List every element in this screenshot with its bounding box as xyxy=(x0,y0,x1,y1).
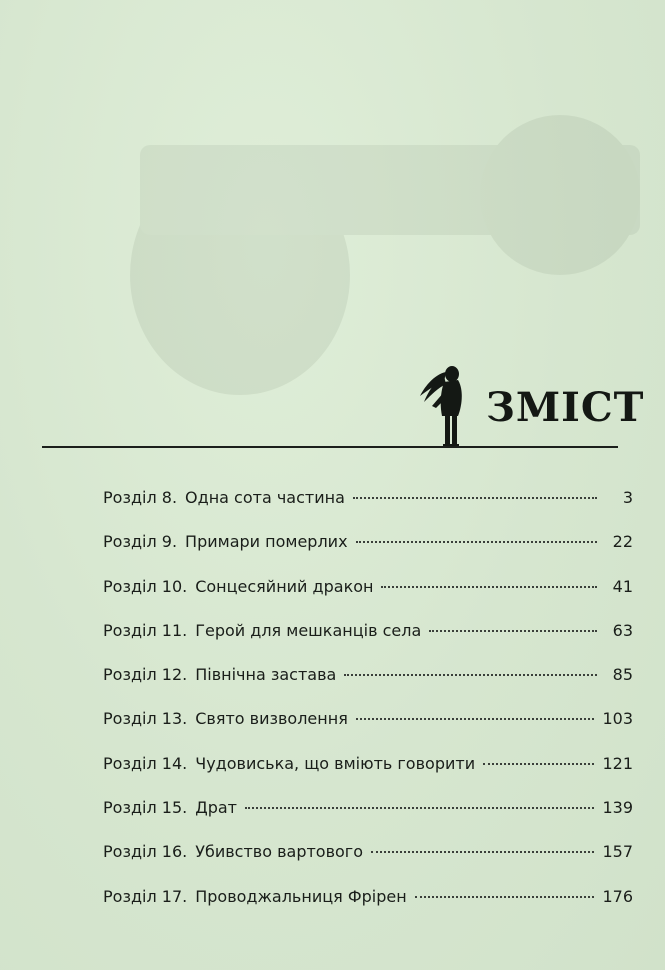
toc-chapter-number: Розділ 16. xyxy=(103,842,188,862)
toc-leader-dots xyxy=(344,674,597,676)
toc-chapter-number: Розділ 11. xyxy=(103,620,188,640)
toc-entry[interactable] xyxy=(103,665,633,709)
title-divider xyxy=(42,446,618,448)
background-watermark-icon xyxy=(120,45,660,405)
toc-page-number: 103 xyxy=(602,709,633,729)
girl-silhouette-icon xyxy=(418,362,468,448)
toc-leader-dots xyxy=(353,497,597,499)
toc-entry-label xyxy=(103,665,336,684)
toc-chapter-title: Герой для мешканців села xyxy=(195,620,422,640)
toc-entry-label xyxy=(103,754,475,773)
toc-page-number: 121 xyxy=(602,753,633,773)
toc-page-number: 85 xyxy=(612,665,633,685)
toc-chapter-number: Розділ 14. xyxy=(103,753,188,773)
toc-page-number: 176 xyxy=(602,886,633,906)
toc-entry-label xyxy=(103,887,407,906)
toc-chapter-title: Одна сота частина xyxy=(185,488,345,507)
toc-entry[interactable] xyxy=(103,887,633,931)
toc-entry[interactable] xyxy=(103,842,633,886)
toc-entry-label xyxy=(103,709,348,728)
toc-leader-dots xyxy=(371,851,594,853)
toc-entry[interactable] xyxy=(103,532,633,576)
toc-leader-dots xyxy=(245,807,594,809)
toc-entry-label xyxy=(103,842,363,861)
toc-entry-label xyxy=(103,577,373,596)
toc-entry[interactable] xyxy=(103,798,633,842)
toc-page-number: 3 xyxy=(622,488,633,507)
toc-chapter-title: Сонцесяйний дракон xyxy=(195,576,374,596)
toc-chapter-title: Північна застава xyxy=(195,665,337,685)
toc-chapter-title: Чудовиська, що вміють говорити xyxy=(195,753,476,773)
toc-chapter-title: Проводжальниця Фрірен xyxy=(195,886,407,906)
table-of-contents xyxy=(103,488,633,931)
toc-chapter-number: Розділ 8. xyxy=(103,488,178,507)
toc-leader-dots xyxy=(356,718,595,720)
toc-chapter-title: Драт xyxy=(195,798,237,818)
toc-leader-dots xyxy=(356,541,597,543)
toc-leader-dots xyxy=(381,586,597,588)
toc-entry[interactable] xyxy=(103,577,633,621)
toc-chapter-number: Розділ 17. xyxy=(103,886,188,906)
toc-page-number: 63 xyxy=(612,620,633,640)
toc-page-number: 22 xyxy=(612,532,633,552)
toc-page-number: 41 xyxy=(612,576,633,596)
toc-entry[interactable] xyxy=(103,488,633,532)
toc-chapter-number: Розділ 12. xyxy=(103,665,188,685)
page-title: ЗМІСТ xyxy=(486,384,645,431)
toc-entry-label xyxy=(103,621,421,640)
toc-page-number: 157 xyxy=(602,842,633,862)
toc-entry[interactable] xyxy=(103,754,633,798)
toc-chapter-number: Розділ 9. xyxy=(103,532,178,552)
toc-chapter-title: Свято визволення xyxy=(195,709,348,729)
toc-chapter-number: Розділ 15. xyxy=(103,798,188,818)
toc-entry[interactable] xyxy=(103,621,633,665)
toc-leader-dots xyxy=(483,763,594,765)
toc-entry-label xyxy=(103,532,348,551)
toc-chapter-number: Розділ 13. xyxy=(103,709,188,729)
toc-page-number: 139 xyxy=(602,798,633,818)
toc-chapter-number: Розділ 10. xyxy=(103,576,188,596)
toc-entry[interactable] xyxy=(103,709,633,753)
toc-entry-label xyxy=(103,798,237,817)
toc-leader-dots xyxy=(429,630,597,632)
toc-chapter-title: Убивство вартового xyxy=(195,842,363,862)
toc-chapter-title: Примари померлих xyxy=(185,532,348,552)
toc-leader-dots xyxy=(415,896,595,898)
toc-entry-label xyxy=(103,488,345,507)
